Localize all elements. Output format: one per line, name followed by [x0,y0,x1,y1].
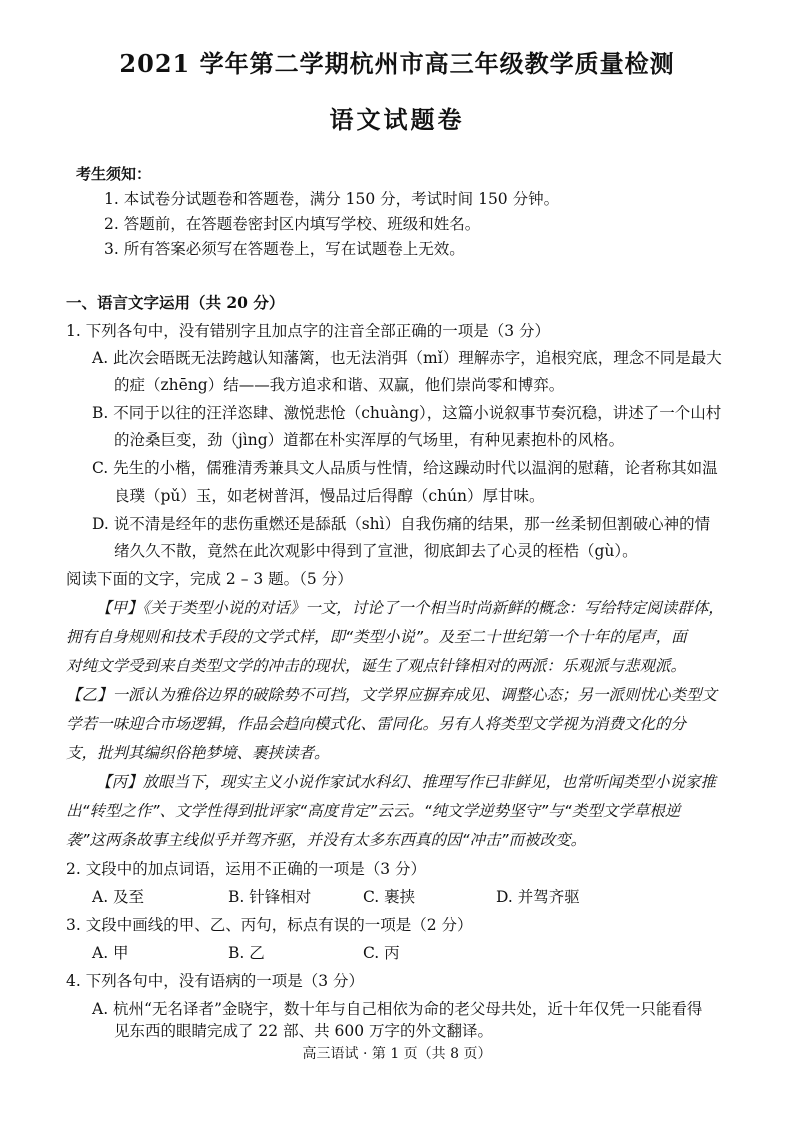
q1-option-c-line2: 良璞（pǔ）玉，如老树普洱，慢品过后得醇（chún）厚甘味。 [114,487,545,505]
q1-option-b-line2: 的沧桑巨变，劲（jìng）道都在朴实浑厚的气场里，有种见素抱朴的风格。 [114,431,625,449]
q1-option-d-line2: 绪久久不散，竟然在此次观影中得到了宣泄，彻底卸去了心灵的桎梏（gù）。 [114,542,638,560]
q1-option-a-line1: A. 此次会晤既无法跨越认知藩篱，也无法消弭（mǐ）理解赤字，追根究底，理念不同是最大 [92,349,722,367]
q4-option-a-line1: A. 杭州“无名译者”金晓宇，数十年与自己相依为命的老父母共处，近十年仅凭一只能看得 [92,1000,703,1018]
passage-bing-line3: 袭”这两条故事主线似乎并驾齐驱，并没有太多东西真的因“冲击”而被改变。 [66,831,587,849]
q1-stem: 1. 下列各句中，没有错别字且加点字的注音全部正确的一项是（3 分） [66,322,551,340]
q4-option-a-line2: 见东西的眼睛完成了 22 部、共 600 万字的外文翻译。 [114,1022,494,1040]
q2-option-b: B. 针锋相对 [228,888,312,906]
passage-yi-line3: 支，批判其编织俗艳梦境、裹挟读者。 [66,744,330,762]
exam-subtitle: 语文试题卷 [329,105,465,134]
reading-intro: 阅读下面的文字，完成 2 – 3 题。（5 分） [66,570,353,588]
page-footer: 高三语试 · 第 1 页（共 8 页） [302,1046,492,1062]
q4-stem: 4. 下列各句中，没有语病的一项是（3 分） [66,972,365,990]
notice-heading: 考生须知： [76,165,152,183]
notice-item-2: 2. 答题前，在答题卷密封区内填写学校、班级和姓名。 [104,215,481,233]
section-heading: 一、语言文字运用（共 20 分） [66,293,285,312]
passage-jia-line3: 对纯文学受到来自类型文学的冲击的现状，诞生了观点针锋相对的两派：乐观派与悲观派。 [66,657,687,675]
q2-stem: 2. 文段中的加点词语，运用不正确的一项是（3 分） [66,860,427,878]
passage-jia-line2: 拥有自身规则和技术手段的文学式样，即“类型小说”。及至二十世纪第一个十年的尾声，面 [66,628,687,646]
passage-yi-line2: 学若一味迎合市场逻辑，作品会趋向模式化、雷同化。另有人将类型文学视为消费文化的分 [66,715,687,733]
passage-yi-line1: 【乙】一派认为雅俗边界的破除势不可挡，文学界应摒弃成见、调整心态；另一派则忧心类型文 [66,686,718,704]
q1-option-d-line1: D. 说不清是经年的悲伤重燃还是舔舐（shì）自我伤痛的结果，那一丝柔韧但割破心神的情 [92,515,711,533]
q2-option-a: A. 及至 [92,888,145,906]
q1-option-c-line1: C. 先生的小楷，儒雅清秀兼具文人品质与性情，给这躁动时代以温润的慰藉，论者称其如温 [92,459,718,477]
passage-jia-line1: 【甲】《关于类型小说的对话》一文，讨论了一个相当时尚新鲜的概念：写给特定阅读群体， [96,599,724,617]
passage-bing-line1: 【丙】放眼当下，现实主义小说作家试水科幻、推理写作已非鲜见，也常听闻类型小说家推 [96,773,717,791]
notice-item-3: 3. 所有答案必须写在答题卷上，写在试题卷上无效。 [104,240,465,258]
q1-option-b-line1: B. 不同于以往的汪洋恣肆、激悦悲怆（chuàng），这篇小说叙事节奏沉稳，讲述了一个山村 [92,404,722,422]
q2-option-d: D. 并驾齐驱 [496,888,580,906]
exam-title: 2021 学年第二学期杭州市高三年级教学质量检测 [119,49,675,78]
q3-option-c: C. 丙 [363,944,400,962]
notice-item-1: 1. 本试卷分试题卷和答题卷，满分 150 分，考试时间 150 分钟。 [104,190,560,208]
q3-option-b: B. 乙 [228,944,265,962]
q2-option-c: C. 裹挟 [363,888,416,906]
passage-bing-line2: 出“转型之作”、文学性得到批评家“高度肯定”云云。“纯文学逆势坚守”与“类型文学草根逆 [66,802,681,820]
q3-option-a: A. 甲 [92,944,129,962]
q3-stem: 3. 文段中画线的甲、乙、丙句，标点有误的一项是（2 分） [66,916,473,934]
q1-option-a-line2: 的症（zhēng）结——我方追求和谐、双赢，他们崇尚零和博弈。 [114,376,565,394]
